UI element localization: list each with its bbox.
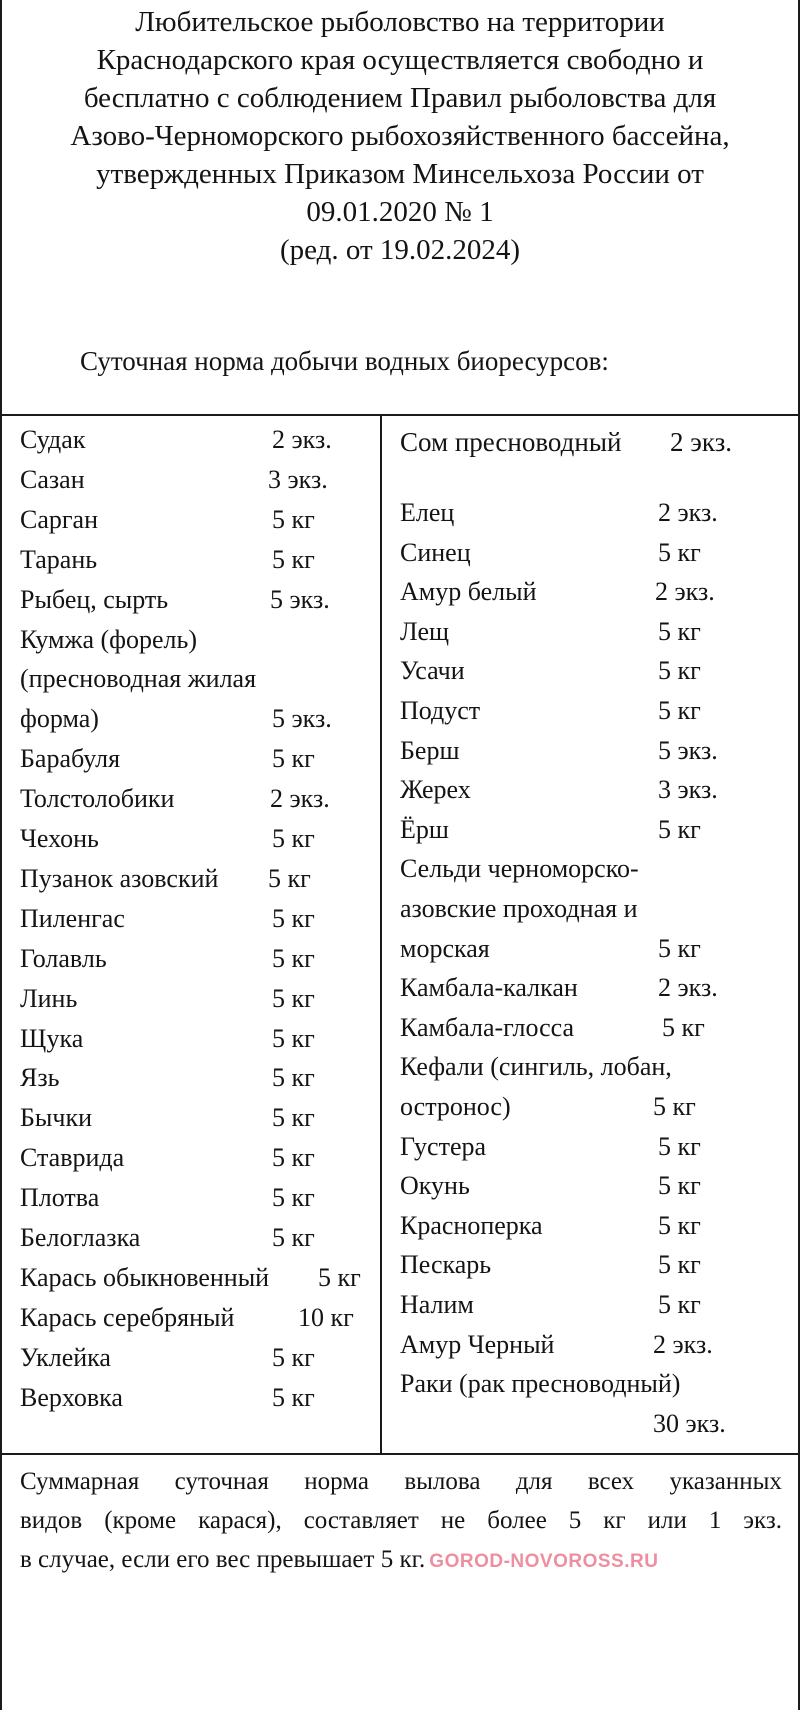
- fish-name: Верховка: [20, 1382, 123, 1412]
- fish-limit: 5 кг: [272, 1223, 315, 1252]
- fish-name: (пресноводная жилая: [20, 664, 257, 694]
- fish-limit: 5 кг: [318, 1262, 361, 1292]
- fish-limit: 5 кг: [658, 537, 701, 567]
- fish-name: Толстолобики: [20, 784, 175, 814]
- summary-word: 5: [568, 1507, 582, 1534]
- fish-limit: 10 кг: [298, 1302, 354, 1332]
- summary-word: карася),: [198, 1507, 282, 1534]
- fish-limit: 2 экз.: [670, 427, 733, 457]
- fish-name: Елец: [400, 498, 455, 527]
- fish-name: Пескарь: [400, 1250, 492, 1280]
- fish-limit: 5 кг: [658, 1290, 701, 1319]
- header-line: утвержденных Приказом Минсельхоза России от: [96, 158, 704, 190]
- fish-limit: 5 кг: [272, 1023, 315, 1053]
- fish-limit: 5 кг: [662, 1012, 705, 1042]
- summary-word: (кроме: [104, 1507, 177, 1534]
- summary-text: в случае, если его вес превышает 5 кг.: [20, 1546, 426, 1573]
- fish-name: Пиленгас: [20, 903, 125, 933]
- fish-limit: 3 экз.: [268, 464, 328, 494]
- fish-limit: 2 экз.: [653, 1329, 713, 1359]
- summary-note: [20, 1462, 782, 1581]
- fish-name: Бычки: [20, 1103, 93, 1133]
- fish-name: Усачи: [400, 656, 465, 686]
- fish-name: Пузанок азовский: [20, 863, 219, 893]
- fish-name: Плотва: [20, 1183, 100, 1213]
- fish-name: Окунь: [400, 1171, 470, 1201]
- summary-divider: [0, 1453, 800, 1455]
- fish-name: Амур белый: [400, 577, 537, 607]
- fish-name: Кумжа (форель): [20, 624, 198, 654]
- fish-name: Сом пресноводный: [400, 427, 622, 457]
- fish-name: Язь: [20, 1063, 60, 1093]
- fish-name: Карась серебряный: [20, 1302, 235, 1332]
- fish-limit: 2 экз.: [270, 784, 330, 814]
- summary-word: для: [515, 1468, 553, 1495]
- fish-limit: 5 кг: [658, 1171, 701, 1201]
- fish-name: Кефали (сингиль, лобан,: [400, 1052, 672, 1082]
- summary-line: [20, 1501, 782, 1540]
- fish-limit: 5 кг: [272, 903, 315, 933]
- summary-word: вылова: [404, 1468, 481, 1495]
- fish-name: Чехонь: [20, 824, 99, 853]
- fish-limit: 5 кг: [272, 1382, 315, 1412]
- fish-limit: 5 кг: [272, 1103, 315, 1133]
- fish-name: морская: [400, 933, 490, 963]
- fish-name: азовские проходная и: [400, 894, 638, 923]
- fish-limit: 5 кг: [658, 696, 701, 725]
- fish-limit: 2 экз.: [658, 498, 718, 527]
- section-subtitle: Суточная норма добычи водных биоресурсов:: [80, 346, 609, 376]
- fish-name: форма): [20, 704, 99, 734]
- fish-name: Амур Черный: [400, 1329, 555, 1359]
- fish-limit: 5 кг: [272, 544, 315, 574]
- fish-name: Карась обыкновенный: [20, 1262, 270, 1292]
- header-line: Азово-Черноморского рыбохозяйственного бассейна,: [70, 120, 730, 152]
- fish-limit: 5 кг: [272, 744, 315, 774]
- summary-word: Суммарная: [20, 1468, 140, 1495]
- fish-limit: 2 экз.: [655, 577, 715, 607]
- header-line: Краснодарского края осуществляется свободно и: [96, 44, 704, 76]
- fish-limit: 5 кг: [272, 943, 315, 973]
- summary-word: составляет: [303, 1507, 419, 1534]
- fish-name: Щука: [20, 1023, 84, 1053]
- fish-name: Тарань: [20, 544, 98, 574]
- summary-word: норма: [304, 1468, 369, 1495]
- fish-name: Камбала-глосса: [400, 1012, 575, 1042]
- header-line: 09.01.2020 № 1: [306, 196, 494, 228]
- summary-word: видов: [20, 1507, 83, 1534]
- fish-name: Сельди черноморско-: [400, 854, 639, 884]
- fish-name: Барабуля: [20, 744, 121, 774]
- fish-name: Налим: [400, 1290, 474, 1319]
- fish-limit: 5 кг: [272, 824, 315, 853]
- fish-name: Раки (рак пресноводный): [400, 1369, 681, 1399]
- fish-name: Берш: [400, 735, 460, 765]
- fish-name: Судак: [20, 425, 86, 454]
- fish-limit: 5 экз.: [270, 584, 330, 614]
- fish-name: Линь: [20, 983, 78, 1013]
- fish-limit: 5 кг: [658, 814, 701, 844]
- fish-name: Ставрида: [20, 1143, 125, 1173]
- fish-limit: 5 кг: [658, 1210, 701, 1240]
- summary-line: [20, 1462, 782, 1501]
- fish-name: Красноперка: [400, 1210, 543, 1240]
- summary-word: указанных: [669, 1468, 782, 1495]
- fish-limit: 3 экз.: [658, 775, 718, 805]
- fish-limit: 5 кг: [658, 616, 701, 646]
- fish-limit: 5 кг: [658, 1131, 701, 1161]
- summary-word: суточная: [174, 1468, 269, 1495]
- fish-name: Ёрш: [400, 814, 449, 844]
- fish-limit: 5 кг: [272, 1063, 315, 1093]
- fish-limit: 5 кг: [658, 1250, 701, 1280]
- header-line: Любительское рыболовство на территории: [135, 6, 665, 38]
- fish-limit: 5 кг: [658, 656, 701, 686]
- header-line: бесплатно с соблюдением Правил рыболовства для: [83, 82, 717, 114]
- fish-limit: 5 кг: [268, 863, 311, 893]
- summary-word: не: [440, 1507, 466, 1534]
- fish-limit: 5 кг: [653, 1092, 696, 1121]
- fish-limit: 30 экз.: [653, 1408, 726, 1438]
- summary-word: всех: [587, 1468, 635, 1495]
- fish-limit: 5 кг: [272, 504, 315, 534]
- fish-name: Камбала-калкан: [400, 973, 578, 1003]
- fish-limit: 5 кг: [658, 933, 701, 963]
- watermark-text: GOROD-NOVOROSS.RU: [429, 1551, 659, 1572]
- summary-word: более: [487, 1507, 547, 1534]
- fish-limit: 5 кг: [272, 1183, 315, 1213]
- fish-name: Густера: [400, 1131, 487, 1161]
- fish-limit: 5 кг: [272, 983, 315, 1013]
- fish-limit: 5 кг: [272, 1342, 315, 1372]
- summary-line: [20, 1540, 782, 1581]
- fish-limit: 2 экз.: [658, 973, 718, 1003]
- fish-limit: 5 экз.: [658, 735, 718, 765]
- fish-name: Сазан: [20, 464, 85, 494]
- summary-word: кг: [603, 1507, 626, 1534]
- fish-limit: 5 кг: [272, 1143, 315, 1173]
- header-line: (ред. от 19.02.2024): [279, 234, 521, 266]
- fish-name: Подуст: [400, 696, 481, 725]
- fish-name: Лещ: [400, 616, 450, 646]
- fish-name: Белоглазка: [20, 1223, 141, 1252]
- column-divider: [380, 415, 382, 1455]
- header-text: [0, 0, 800, 268]
- fish-name: Синец: [400, 537, 471, 567]
- fish-name: Рыбец, сырть: [20, 584, 169, 614]
- summary-word: 1: [708, 1507, 722, 1534]
- summary-word: экз.: [743, 1507, 782, 1534]
- fish-limit: 5 экз.: [272, 704, 332, 734]
- summary-word: или: [647, 1507, 687, 1534]
- fish-name: Уклейка: [20, 1342, 111, 1372]
- header-divider: [0, 414, 800, 416]
- fish-limit: 2 экз.: [272, 425, 332, 454]
- fish-name: Голавль: [20, 943, 107, 973]
- fish-name: остронос): [400, 1092, 511, 1121]
- fish-name: Сарган: [20, 504, 98, 534]
- fish-name: Жерех: [400, 775, 471, 805]
